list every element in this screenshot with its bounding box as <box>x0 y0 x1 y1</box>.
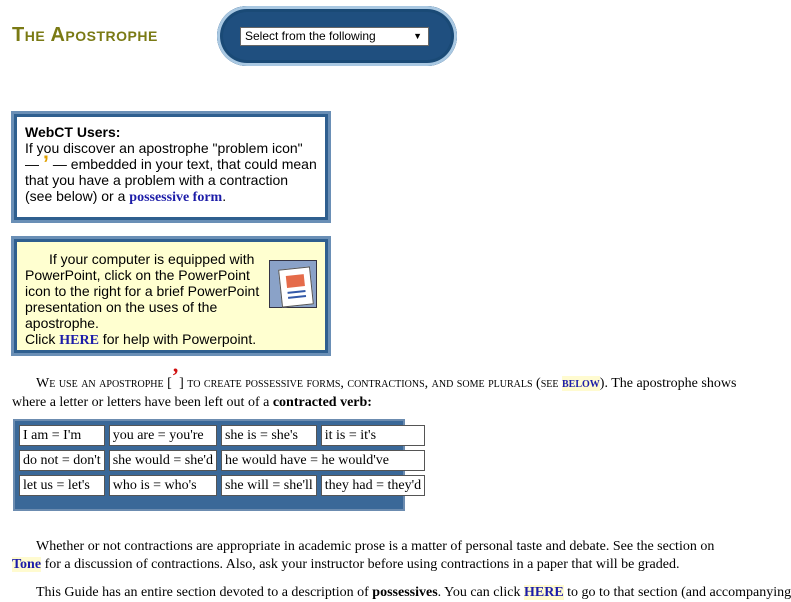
para3-mid: . You can click <box>437 585 524 600</box>
table-row <box>19 425 425 446</box>
table-cell: I am = I'm <box>19 425 105 446</box>
table-cell: she will = she'll <box>221 475 317 496</box>
table-cell: let us = let's <box>19 475 105 496</box>
webct-text <box>25 140 317 206</box>
section-select[interactable] <box>240 27 429 46</box>
chevron-down-icon: ▼ <box>413 31 422 41</box>
webct-end: . <box>222 188 227 204</box>
table-cell: she would = she'd <box>109 450 217 471</box>
contractions-table <box>13 419 422 511</box>
table-cell: you are = you're <box>109 425 217 446</box>
table-row <box>19 475 425 496</box>
page-title: The Apostrophe <box>12 24 158 46</box>
tone-link[interactable]: Tone <box>12 557 42 572</box>
ppt-click-prefix: Click <box>25 331 60 347</box>
table-cell: she is = she's <box>221 425 317 446</box>
contractions-grid <box>15 421 429 500</box>
contractions-paragraph <box>12 538 742 574</box>
possessive-form-link[interactable]: possessive form <box>129 190 223 205</box>
para3-bold: possessives <box>372 585 438 600</box>
webct-users-box <box>14 114 328 220</box>
webct-heading: WebCT Users: <box>25 124 121 140</box>
powerpoint-box <box>14 239 328 353</box>
apostrophe-mark: ’ <box>171 363 180 388</box>
webct-line2: — embedded in your text, that could mean that you have a problem with a contraction (see below) or a <box>25 156 317 204</box>
para3-rest: to go to that section (and accompanying <box>563 585 791 600</box>
below-link[interactable]: below <box>561 376 600 391</box>
para2-rest: for a discussion of contractions. Also, ask your instructor before using contractions in a paper that will be graded. <box>41 557 680 572</box>
ppt-image <box>286 274 305 288</box>
possessives-paragraph <box>12 584 791 602</box>
para3-text: This Guide has an entire section devoted to a description of <box>36 585 373 600</box>
ppt-click-suffix: for help with Powerpoint. <box>98 331 257 347</box>
intro-sc2: ] to create possessive forms, contractions, and some plurals (see <box>179 376 562 391</box>
table-cell: do not = don't <box>19 450 105 471</box>
table-cell: it is = it's <box>321 425 425 446</box>
ppt-help-line <box>25 331 317 349</box>
powerpoint-icon[interactable] <box>269 260 317 308</box>
table-cell: who is = who's <box>109 475 217 496</box>
ppt-sheet <box>278 266 314 307</box>
ppt-text: If your computer is equipped with PowerPoint, click on the PowerPoint icon to the right for a brief PowerPoint presentation on the uses of the apostrophe. <box>25 251 260 331</box>
intro-paragraph <box>12 363 742 412</box>
possessives-here-link[interactable]: HERE <box>523 585 564 600</box>
apostrophe-problem-icon: ’ <box>42 151 50 176</box>
powerpoint-help-link[interactable]: HERE <box>59 333 99 348</box>
section-select-value: Select from the following <box>245 29 376 43</box>
ppt-bar <box>287 290 305 294</box>
intro-rest: ). The apostrophe shows where a letter or letters have been left out of a <box>12 376 737 410</box>
table-cell: they had = they'd <box>321 475 425 496</box>
table-row <box>19 450 425 471</box>
intro-bold: contracted verb: <box>272 395 372 410</box>
intro-sc1: We use an apostrophe [ <box>36 376 172 391</box>
table-cell: he would have = he would've <box>221 450 425 471</box>
webct-line1: If you discover an apostrophe "problem icon" — <box>25 140 303 172</box>
ppt-bar <box>288 295 306 299</box>
nav-panel <box>217 6 457 66</box>
para2-text: Whether or not contractions are appropriate in academic prose is a matter of personal taste and debate. See the section on <box>36 539 715 554</box>
